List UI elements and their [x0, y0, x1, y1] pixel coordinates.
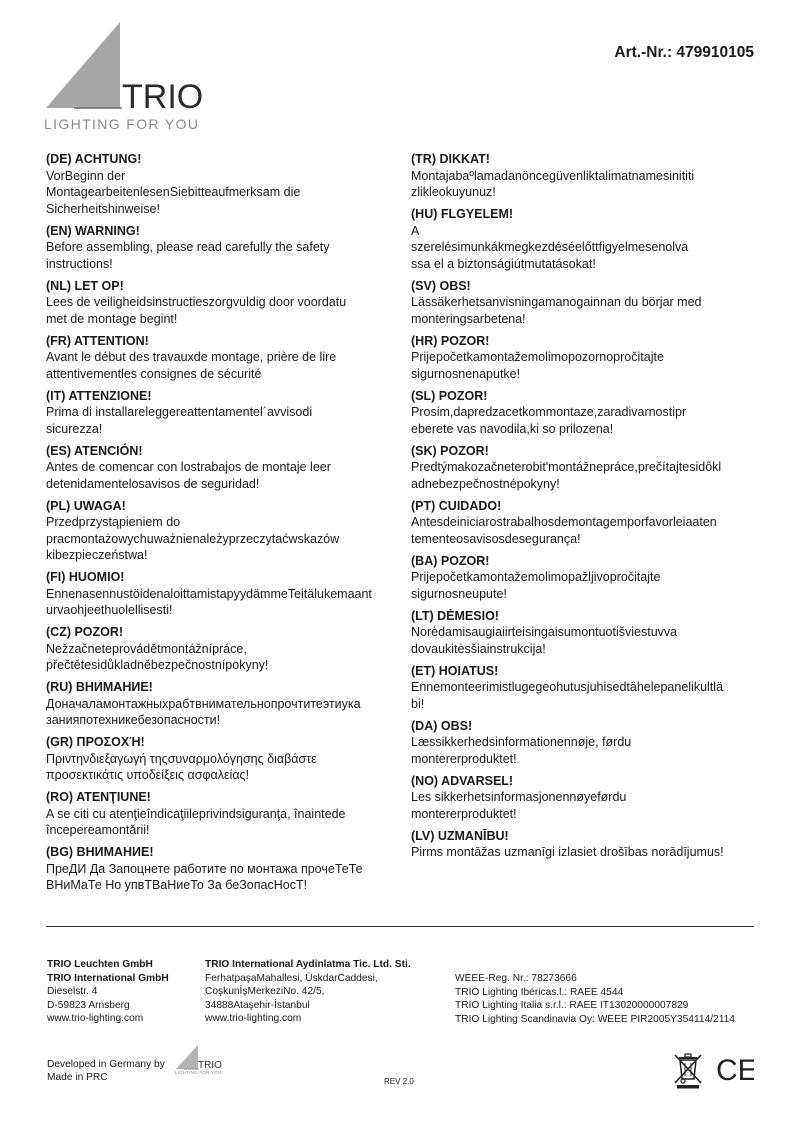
warning-text-line: Montajabaºlamadanöncegüvenliktalimatnamesinititi	[411, 168, 695, 183]
ce-mark-icon	[716, 1055, 754, 1083]
warning-text-line: Avant le début des travauxde montage, prière de lire	[46, 350, 337, 364]
warning-text-line: met de montage begint!	[46, 311, 178, 326]
warning-title: (GR) ΠΡΟΣΟΧΉ!	[46, 735, 145, 749]
warning-title: (FR) ATTENTION!	[46, 333, 149, 348]
warning-text-line: monteringsarbetena!	[411, 311, 526, 326]
warning-text-line: MontagearbeitenlesenSiebitteaufmerksam die	[46, 185, 301, 199]
warning-block	[411, 773, 756, 823]
warning-text-line: Sicherheitshinweise!	[46, 201, 160, 216]
warning-title: (EN) WARNING!	[46, 223, 140, 238]
warning-title: (HU) FLGYELEM!	[411, 207, 514, 221]
warning-title: (FI) HUOMIO!	[46, 570, 125, 584]
weee-line: WEEE-Reg. Nr.: 78273666	[455, 973, 577, 984]
warning-block	[46, 278, 386, 328]
warning-text-line: Antes de comencar con lostrabajos de montaje leer	[46, 460, 331, 474]
warning-title: (CZ) POZOR!	[46, 625, 124, 639]
warnings-left-column	[46, 151, 386, 899]
warning-text-line: szerelésimunkákmegkezdéséelőttfigyelmesenolva	[411, 240, 689, 254]
origin-info	[47, 1058, 165, 1084]
warning-title: (DE) ACHTUNG!	[46, 152, 142, 166]
warning-block	[46, 624, 386, 674]
warning-title: (LT) DĖMESIO!	[411, 608, 499, 623]
warning-text-line: προσεκτικάτις υποδείξεις ασφαλείας!	[46, 768, 250, 782]
warning-block	[46, 333, 386, 383]
warning-text-line: adnebezpečnostnépokyny!	[411, 476, 560, 491]
warning-title: (HR) POZOR!	[411, 333, 490, 348]
warning-title: (DA) OBS!	[411, 718, 473, 733]
warning-block	[411, 663, 756, 713]
warning-text-line: sicurezza!	[46, 421, 103, 436]
warning-block	[46, 388, 386, 438]
trio-logo	[42, 22, 212, 134]
address-line: 34888Ataşehir-İstanbul	[205, 999, 310, 1011]
warning-text-line: EnnenasennustöidenaloittamistapyydämmeTeitälukemaant	[46, 586, 372, 601]
warning-block	[46, 498, 386, 564]
warning-text-line: přečtětesidůkladněbezpečnostnípokyny!	[46, 658, 269, 672]
warning-block	[411, 278, 756, 328]
made-in-text: Made in PRC	[47, 1072, 108, 1083]
footer-weee-registrations	[455, 972, 735, 1026]
warning-title: (NL) LET OP!	[46, 278, 124, 293]
warning-block	[411, 718, 756, 768]
warning-text-line: sigurnosneupute!	[411, 586, 507, 601]
warning-text-line: sigurnosnenaputke!	[411, 366, 521, 381]
warning-text-line: ПреДИ Да Запоцнете работите по монтажа прочеТеТе	[46, 861, 363, 876]
warning-block	[411, 828, 756, 861]
website-link[interactable]: www.trio-lighting.com	[205, 1013, 302, 1024]
warning-text-line: Læssikkerhedsinformationennøje, førdu	[411, 735, 632, 749]
warning-title: (SV) OBS!	[411, 278, 471, 293]
warning-text-line: Prijepočetkamontažemolimopozornopročitajte	[411, 350, 664, 364]
small-trio-logo	[174, 1043, 224, 1075]
small-logo-tagline: LIGHTING FOR YOU	[175, 1070, 221, 1075]
warning-text-line: ВНиМаТе Но упвТВаНиеТо За беЗопасНосТ!	[46, 878, 308, 892]
warning-title: (SK) POZOR!	[411, 443, 489, 458]
warning-block	[46, 223, 386, 273]
address-line: FerhatpaşaMahallesi, ÜskdarCaddesi,	[205, 972, 378, 984]
address-line: Dieselstr. 4	[47, 986, 98, 997]
warning-block	[411, 498, 756, 548]
footer-company-germany	[47, 958, 169, 1026]
ce-mark-text: CE	[716, 1055, 754, 1083]
warning-text-line: Przedprzystąpieniem do	[46, 515, 181, 529]
footer-company-turkey	[205, 958, 411, 1026]
warning-text-line: Pirms montāžas uzmanīgi izlasiet drošības norādījumus!	[411, 845, 724, 859]
warning-text-line: Les sikkerhetsinformasjonennøyeførdu	[411, 790, 627, 804]
warning-block	[411, 333, 756, 383]
article-number: Art.-Nr.: 479910105	[614, 44, 754, 61]
warning-text-line: A	[411, 223, 420, 238]
address-line: CoşkunİşMerkeziNo. 42/5,	[205, 986, 325, 997]
warning-block	[46, 443, 386, 493]
company-name-1: TRIO Leuchten GmbH	[47, 959, 153, 970]
warning-text-line: zlikleokuyunuz!	[411, 185, 496, 199]
warning-block	[46, 844, 386, 894]
warning-text-line: instructions!	[46, 256, 113, 271]
warning-text-line: eberete vas navodila,ki so prilozena!	[411, 421, 614, 436]
warnings-right-column	[411, 151, 756, 866]
warning-text-line: kibezpieczeństwa!	[46, 548, 148, 562]
warning-text-line: tementeosavisosdesegurança!	[411, 531, 581, 546]
warning-title: (SL) POZOR!	[411, 388, 488, 403]
revision-label: REV 2.0	[384, 1077, 414, 1086]
warning-text-line: urvaohjeethuolellisesti!	[46, 603, 173, 617]
warning-text-line: detenidamentelosavisos de seguridad!	[46, 476, 260, 491]
warning-text-line: Antesdeiniciarostrabalhosdemontagemporfavorleiaaten	[411, 515, 717, 529]
warning-text-line: dovaukitėsšiainstrukcija!	[411, 641, 546, 656]
warning-title: (RO) ATENŢIUNE!	[46, 790, 151, 804]
warning-title: (BA) POZOR!	[411, 553, 490, 568]
warning-block	[46, 151, 386, 217]
weee-line: TRIO Lighting Ibéricas.l.: RAEE 4544	[455, 986, 624, 998]
footer-divider	[46, 926, 754, 927]
warning-title: (LV) UZMANĪBU!	[411, 828, 509, 843]
warning-text-line: bi!	[411, 696, 425, 711]
warning-text-line: Доначаламонтажныхрабтвнимательнопрочтитеэтиука	[46, 696, 361, 711]
warning-title: (PT) CUIDADO!	[411, 498, 502, 513]
warning-block	[411, 388, 756, 438]
company-name-2: TRIO International GmbH	[47, 972, 169, 984]
warning-text-line: Πριντηνδιεξαγωγή τηςσυναρμολόγησης διαβάστε	[46, 751, 317, 766]
warning-block	[411, 553, 756, 603]
warning-text-line: Prosim,dapredzacetkommontaze,zaradivarnostipr	[411, 405, 687, 419]
warning-title: (NO) ADVARSEL!	[411, 773, 514, 788]
warning-text-line: Nežzačneteprovádětmontážnípráce,	[46, 641, 247, 656]
warning-block	[411, 443, 756, 493]
weee-line: TRIO Lighting Scandinavia Oy: WEEE PIR2005Y354114/2114	[455, 1013, 735, 1025]
warning-block	[46, 734, 386, 784]
warning-block	[411, 151, 756, 201]
warning-block	[46, 789, 386, 839]
warning-text-line: Before assembling, please read carefully the safety	[46, 240, 330, 254]
developed-in-text: Developed in Germany by	[47, 1059, 165, 1070]
warning-text-line: Lees de veiligheidsinstructieszorgvuldig door voordatu	[46, 295, 347, 309]
warning-text-line: A se citi cu atenţieîndicaţiileprivindsiguranţa, înaintede	[46, 806, 346, 821]
warning-text-line: montererproduktet!	[411, 806, 517, 821]
small-logo-brand: TRIO	[198, 1060, 222, 1071]
warning-title: (ES) ATENCIÓN!	[46, 443, 143, 458]
warning-title: (RU) ВНИМАНИЕ!	[46, 680, 153, 694]
warning-block	[411, 206, 756, 272]
warning-text-line: Predtýmakozačneterobit'montážnepráce,prečítajtesidôkl	[411, 460, 722, 474]
warning-text-line: Prijepočetkamontažemolimopažljivopročitajte	[411, 570, 661, 584]
warning-title: (IT) ATTENZIONE!	[46, 388, 152, 403]
warning-text-line: Lässäkerhetsanvisningamanogainnan du börjar med	[411, 295, 702, 309]
warning-text-line: Prima di installareleggereattentamentel´avvisodi	[46, 405, 313, 419]
company-name-turkey: TRIO International Aydinlatma Tic. Ltd. Sti.	[205, 959, 411, 970]
warning-text-line: începereamontării!	[46, 823, 150, 837]
logo-brand-name: TRIO	[122, 78, 204, 116]
warning-text-line: Ennemonteerimistlugegeohutusjuhisedtähelepanelikultlä	[411, 680, 724, 694]
warning-text-line: Norėdamisaugiaiirteisingaisumontuotišviestuvva	[411, 625, 678, 639]
address-line: D-59823 Arnsberg	[47, 999, 130, 1011]
warning-title: (PL) UWAGA!	[46, 498, 126, 513]
warning-text-line: ssa el a biztonságiútmutatásokat!	[411, 256, 596, 271]
warning-block	[411, 608, 756, 658]
logo-tagline: LIGHTING FOR YOU	[44, 116, 198, 132]
warning-title: (BG) ВНИМАНИЕ!	[46, 845, 154, 859]
warning-title: (TR) DIKKAT!	[411, 152, 490, 166]
warning-block	[46, 679, 386, 729]
warning-text-line: занияпотехникебезопасности!	[46, 713, 221, 727]
warning-text-line: pracmontażowychuważnienależyprzeczytaćwskazów	[46, 531, 340, 546]
crossed-bin-icon	[672, 1051, 704, 1089]
warning-text-line: attentivementles consignes de sécurité	[46, 366, 262, 381]
website-link[interactable]: www.trio-lighting.com	[47, 1013, 144, 1024]
weee-line: TRIO Lighting Italia s.r.l.: RAEE IT13020000007829	[455, 1000, 689, 1011]
warning-text-line: montererproduktet!	[411, 751, 517, 766]
warning-title: (ET) HOIATUS!	[411, 663, 499, 678]
warning-text-line: VorBeginn der	[46, 168, 126, 183]
warning-block	[46, 569, 386, 619]
